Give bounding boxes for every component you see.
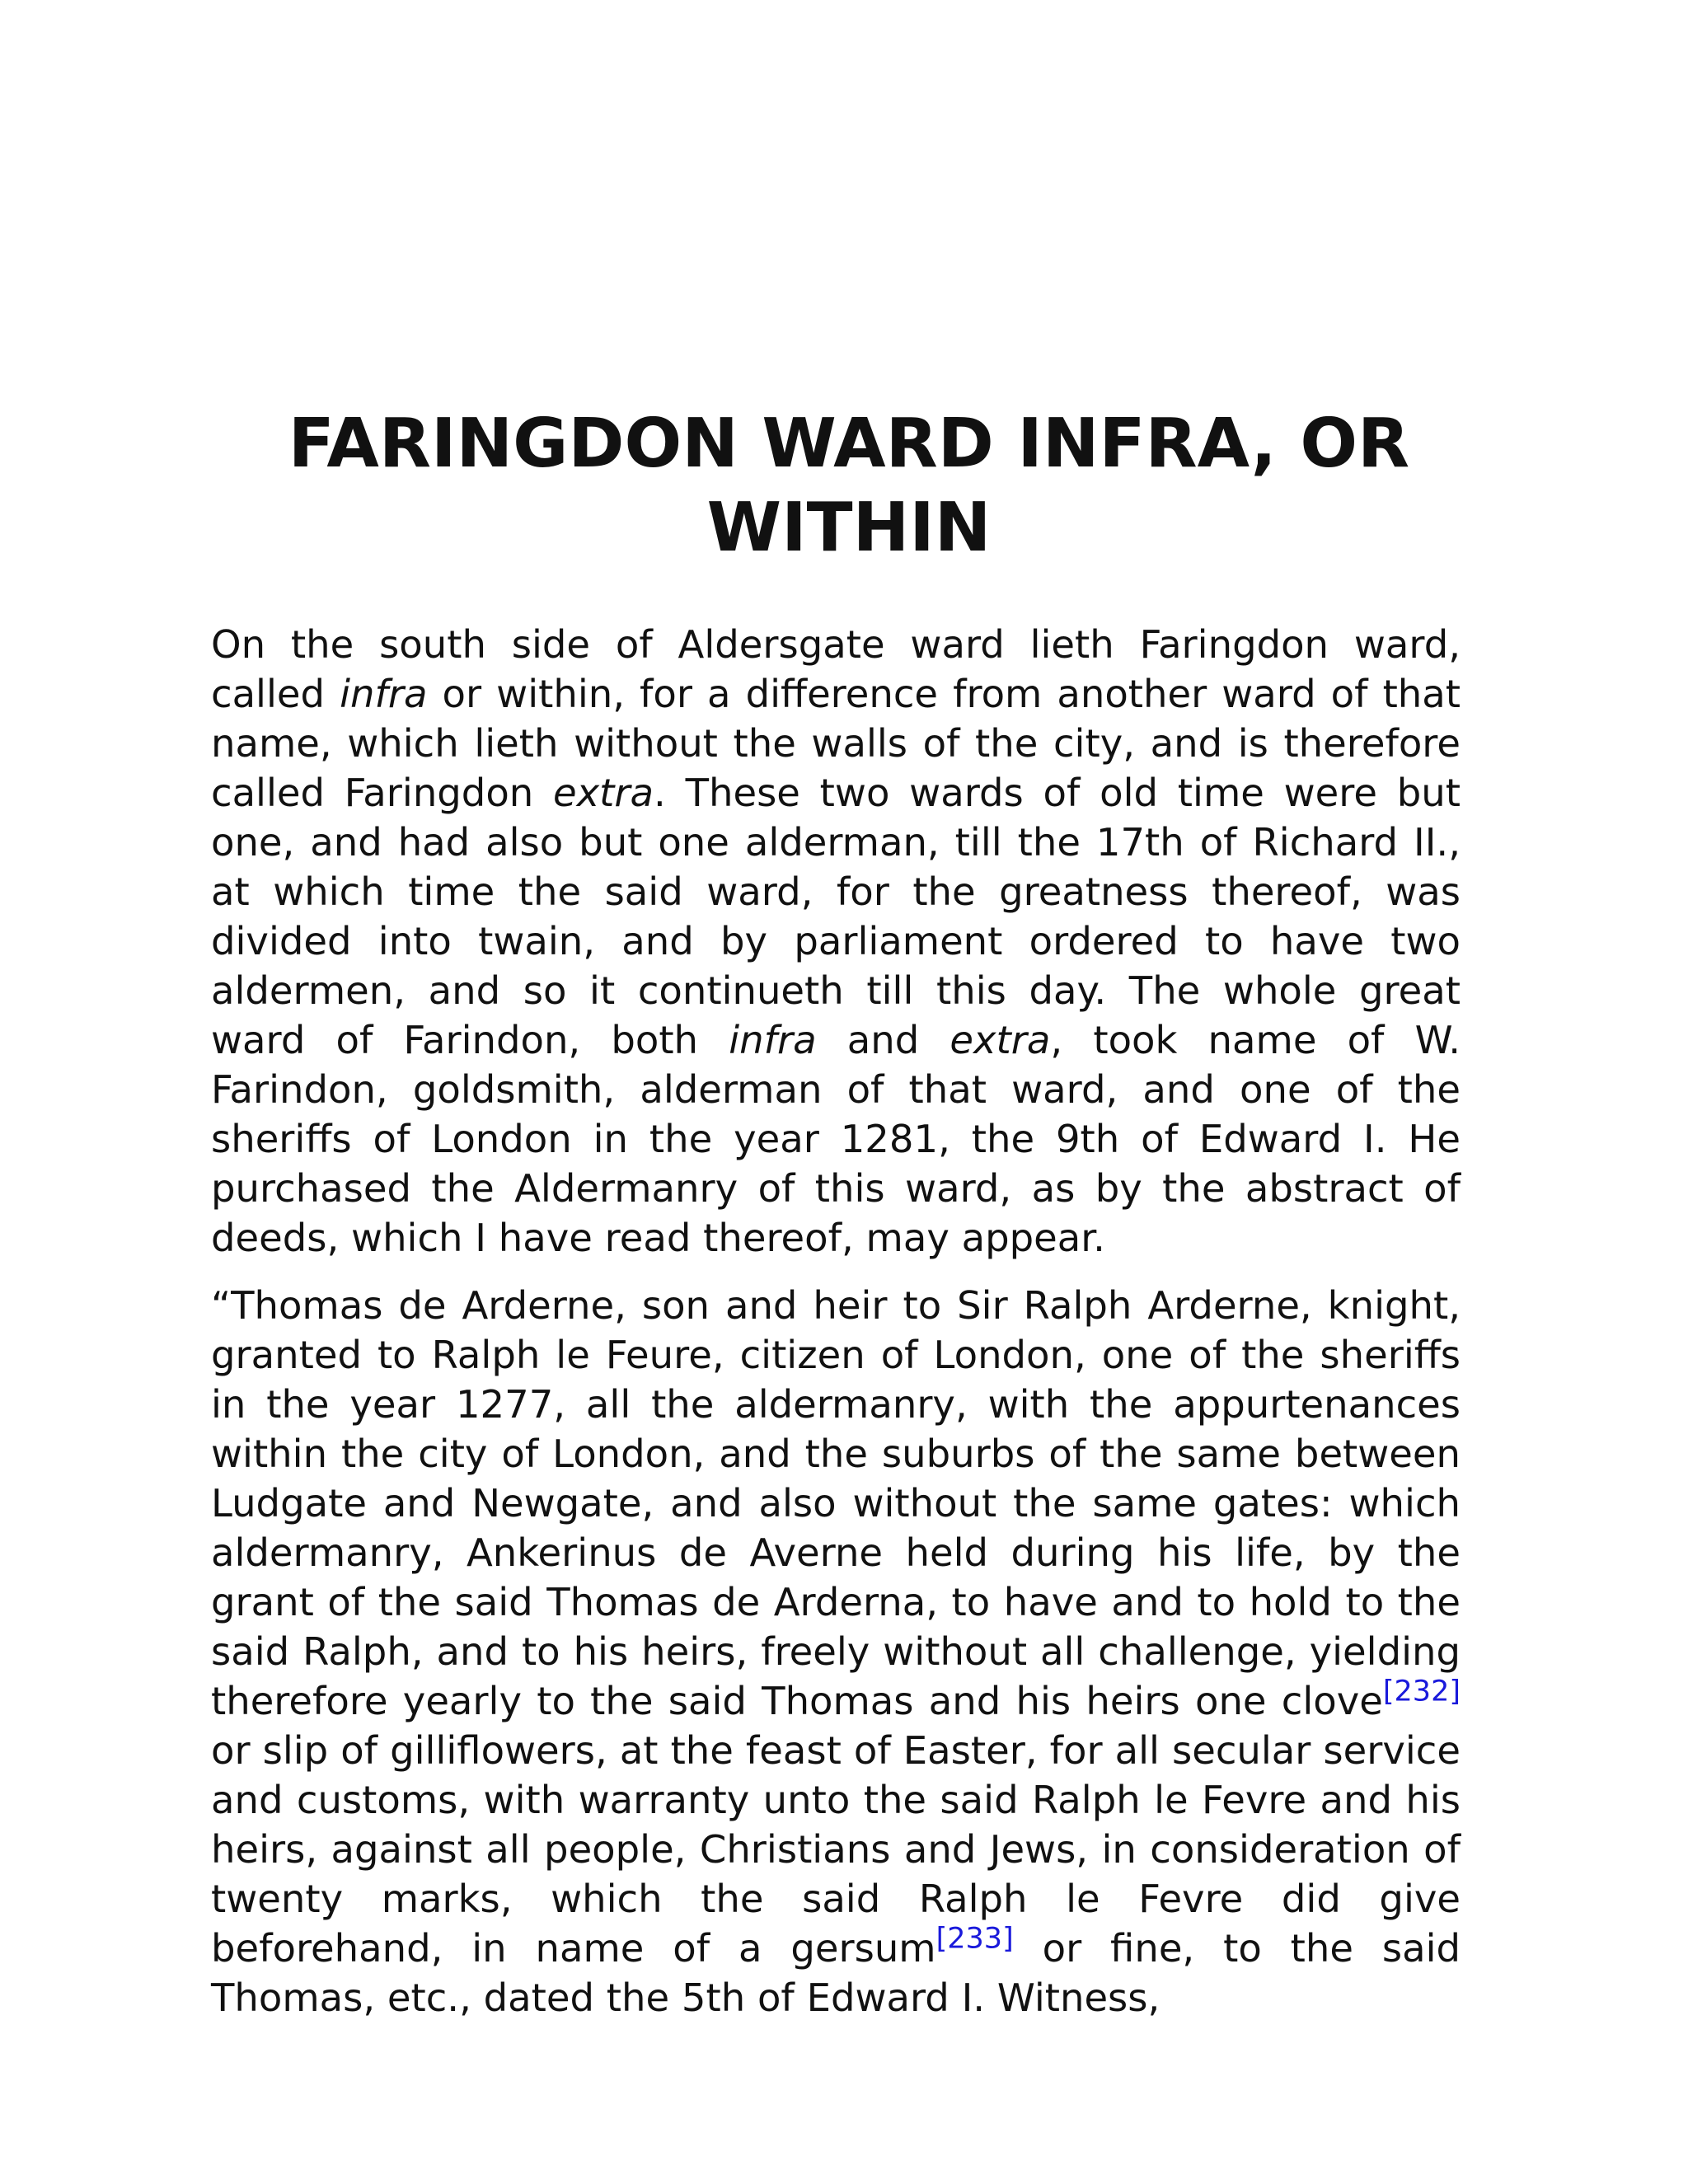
footnote-link-232[interactable]: [232] [1382,1675,1461,1708]
italic-term-infra: infra [340,672,428,716]
paragraph-2-text-2: or slip of gilliflowers, at the feast of Easter, for all secular service and customs, with warranty unto the said Ralph le Fevre and his heirs, against all people, Christians and Jews, in consideration of twenty marks, which the said Ralph le Fevre did give beforehand, in name of a gersum [211,1728,1461,1971]
paragraph-1-text-5: , took name of W. Farindon, goldsmith, alderman of that ward, and one of the sheriffs of London in the year 1281, the 9th of Edward I. He purchased the Aldermanry of this ward, as by the abstract of deeds, which I have read thereof, may appear. [211,1018,1461,1260]
paragraph-1-text-3: . These two wards of old time were but one, and had also but one alderman, till the 17th of Richard II., at which time the said ward, for the greatness thereof, was divided into twain, and by parliament ordered to have two aldermen, and so it continueth till this day. The whole great ward of Farindon, both [211,771,1461,1062]
italic-term-extra-2: extra [950,1018,1051,1062]
paragraph-1-text-1: On the south side of Aldersgate ward lieth Faringdon ward, called [211,622,1461,716]
body-text [211,620,1461,2041]
paragraph-1-text-2: or within, for a difference from another ward of that name, which lieth without the walls of the city, and is therefore called Faringdon [211,672,1461,815]
italic-term-extra: extra [553,771,654,815]
footnote-link-233[interactable]: [233] [935,1922,1014,1956]
paragraph-2-text-1: “Thomas de Arderne, son and heir to Sir Ralph Arderne, knight, granted to Ralph le Feure, citizen of London, one of the sheriffs in the year 1277, all the aldermanry, with the appurtenances within the city of London, and the suburbs of the same between Ludgate and Newgate, and also without the same gates: which aldermanry, Ankerinus de Averne held during his life, by the grant of the said Thomas de Arderna, to have and to hold to the said Ralph, and to his heirs, freely without all challenge, yielding therefore yearly to the said Thomas and his heirs one clove [211,1283,1461,1723]
paragraph-2 [211,1281,1461,2022]
paragraph-1 [211,620,1461,1263]
italic-term-infra-2: infra [729,1018,817,1062]
paragraph-1-text-4: and [816,1018,950,1062]
chapter-title: FARINGDON WARD INFRA, OR WITHIN [288,405,1410,567]
paragraph-2-text-3: or fine, to the said Thomas, etc., dated the 5th of Edward I. Witness, [211,1926,1461,2020]
